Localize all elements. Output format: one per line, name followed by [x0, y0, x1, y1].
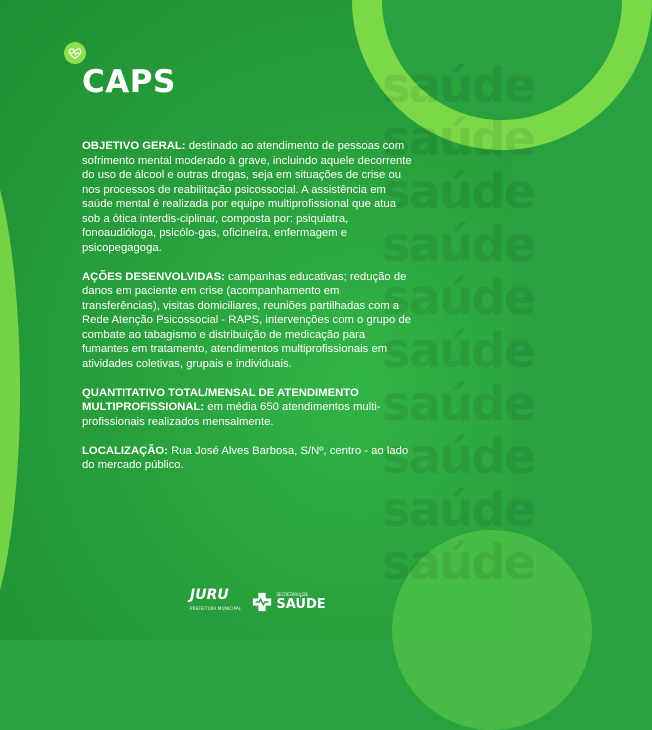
section-label: OBJETIVO GERAL:	[82, 140, 186, 152]
watermark-word: saúde	[382, 482, 535, 538]
section-text: destinado ao atendimento de pessoas com sofrimento mental moderado à grave, incluindo aquele decorrente do uso de álcool e outras drogas, seja em situações de crise ou nos processos de reabilitação psicossocial. A assistência em saúde mental é realizada por equipe multiprofissional que atua sob a ótica interdis-ciplinar, composta por: psiquiatra, fonoaudióloga, psicólo-gas, oficineira, enfermagem e psicopegagoga.	[82, 140, 412, 254]
content-body	[82, 139, 412, 487]
section-text: campanhas educativas; redução de danos em paciente em crise (acompanhamento em transferências), visitas domiciliares, reuniões partilhadas com a Rede Atenção Psicossocial - RAPS, intervenções com o grupo de combate ao tabagismo e distribuição de medicação para fumantes em tratamento, atendimentos multiprofissionais em atividades coletivas, grupais e individuais.	[82, 270, 412, 370]
section-label: QUANTITATIVO TOTAL/MENSAL DE ATENDIMENTO MULTIPROFISSIONAL:	[82, 386, 359, 413]
section-label: LOCALIZAÇÃO:	[82, 444, 168, 457]
section-quantitativo	[82, 386, 412, 430]
watermark-word: saúde	[382, 164, 535, 220]
juru-logo	[190, 588, 241, 616]
watermark-word: saúde	[382, 323, 535, 379]
section-label: AÇÕES DESENVOLVIDAS:	[82, 270, 225, 283]
section-acoes	[82, 270, 412, 372]
watermark-word: saúde	[382, 217, 535, 273]
watermark-word: saúde	[382, 111, 535, 167]
section-text: em média 650 atendimentos multi-profissionais realizados mensalmente.	[82, 401, 381, 428]
watermark-word: saúde	[382, 429, 535, 485]
juru-logo-subtitle: PREFEITURA MUNICIPAL	[190, 606, 242, 611]
section-text: Rua José Alves Barbosa, S/Nº, centro - ao lado do mercado público.	[82, 444, 409, 471]
saude-logo	[251, 591, 325, 613]
watermark-word: saúde	[382, 535, 535, 591]
juru-logo-text: JURU	[190, 587, 229, 603]
section-localizacao	[82, 444, 412, 473]
section-objetivo	[82, 139, 412, 255]
footer-logos	[190, 588, 326, 616]
saude-logo-text: SAÚDE	[276, 597, 326, 612]
medical-cross-icon	[251, 591, 273, 613]
heart-pulse-icon	[64, 42, 86, 64]
watermark-word: saúde	[382, 376, 535, 432]
watermark-word: saúde	[382, 58, 535, 114]
page-title: CAPS	[82, 64, 176, 100]
watermark-word: saúde	[382, 270, 535, 326]
saude-logo-subtitle: SECRETARIA DE	[276, 592, 308, 597]
